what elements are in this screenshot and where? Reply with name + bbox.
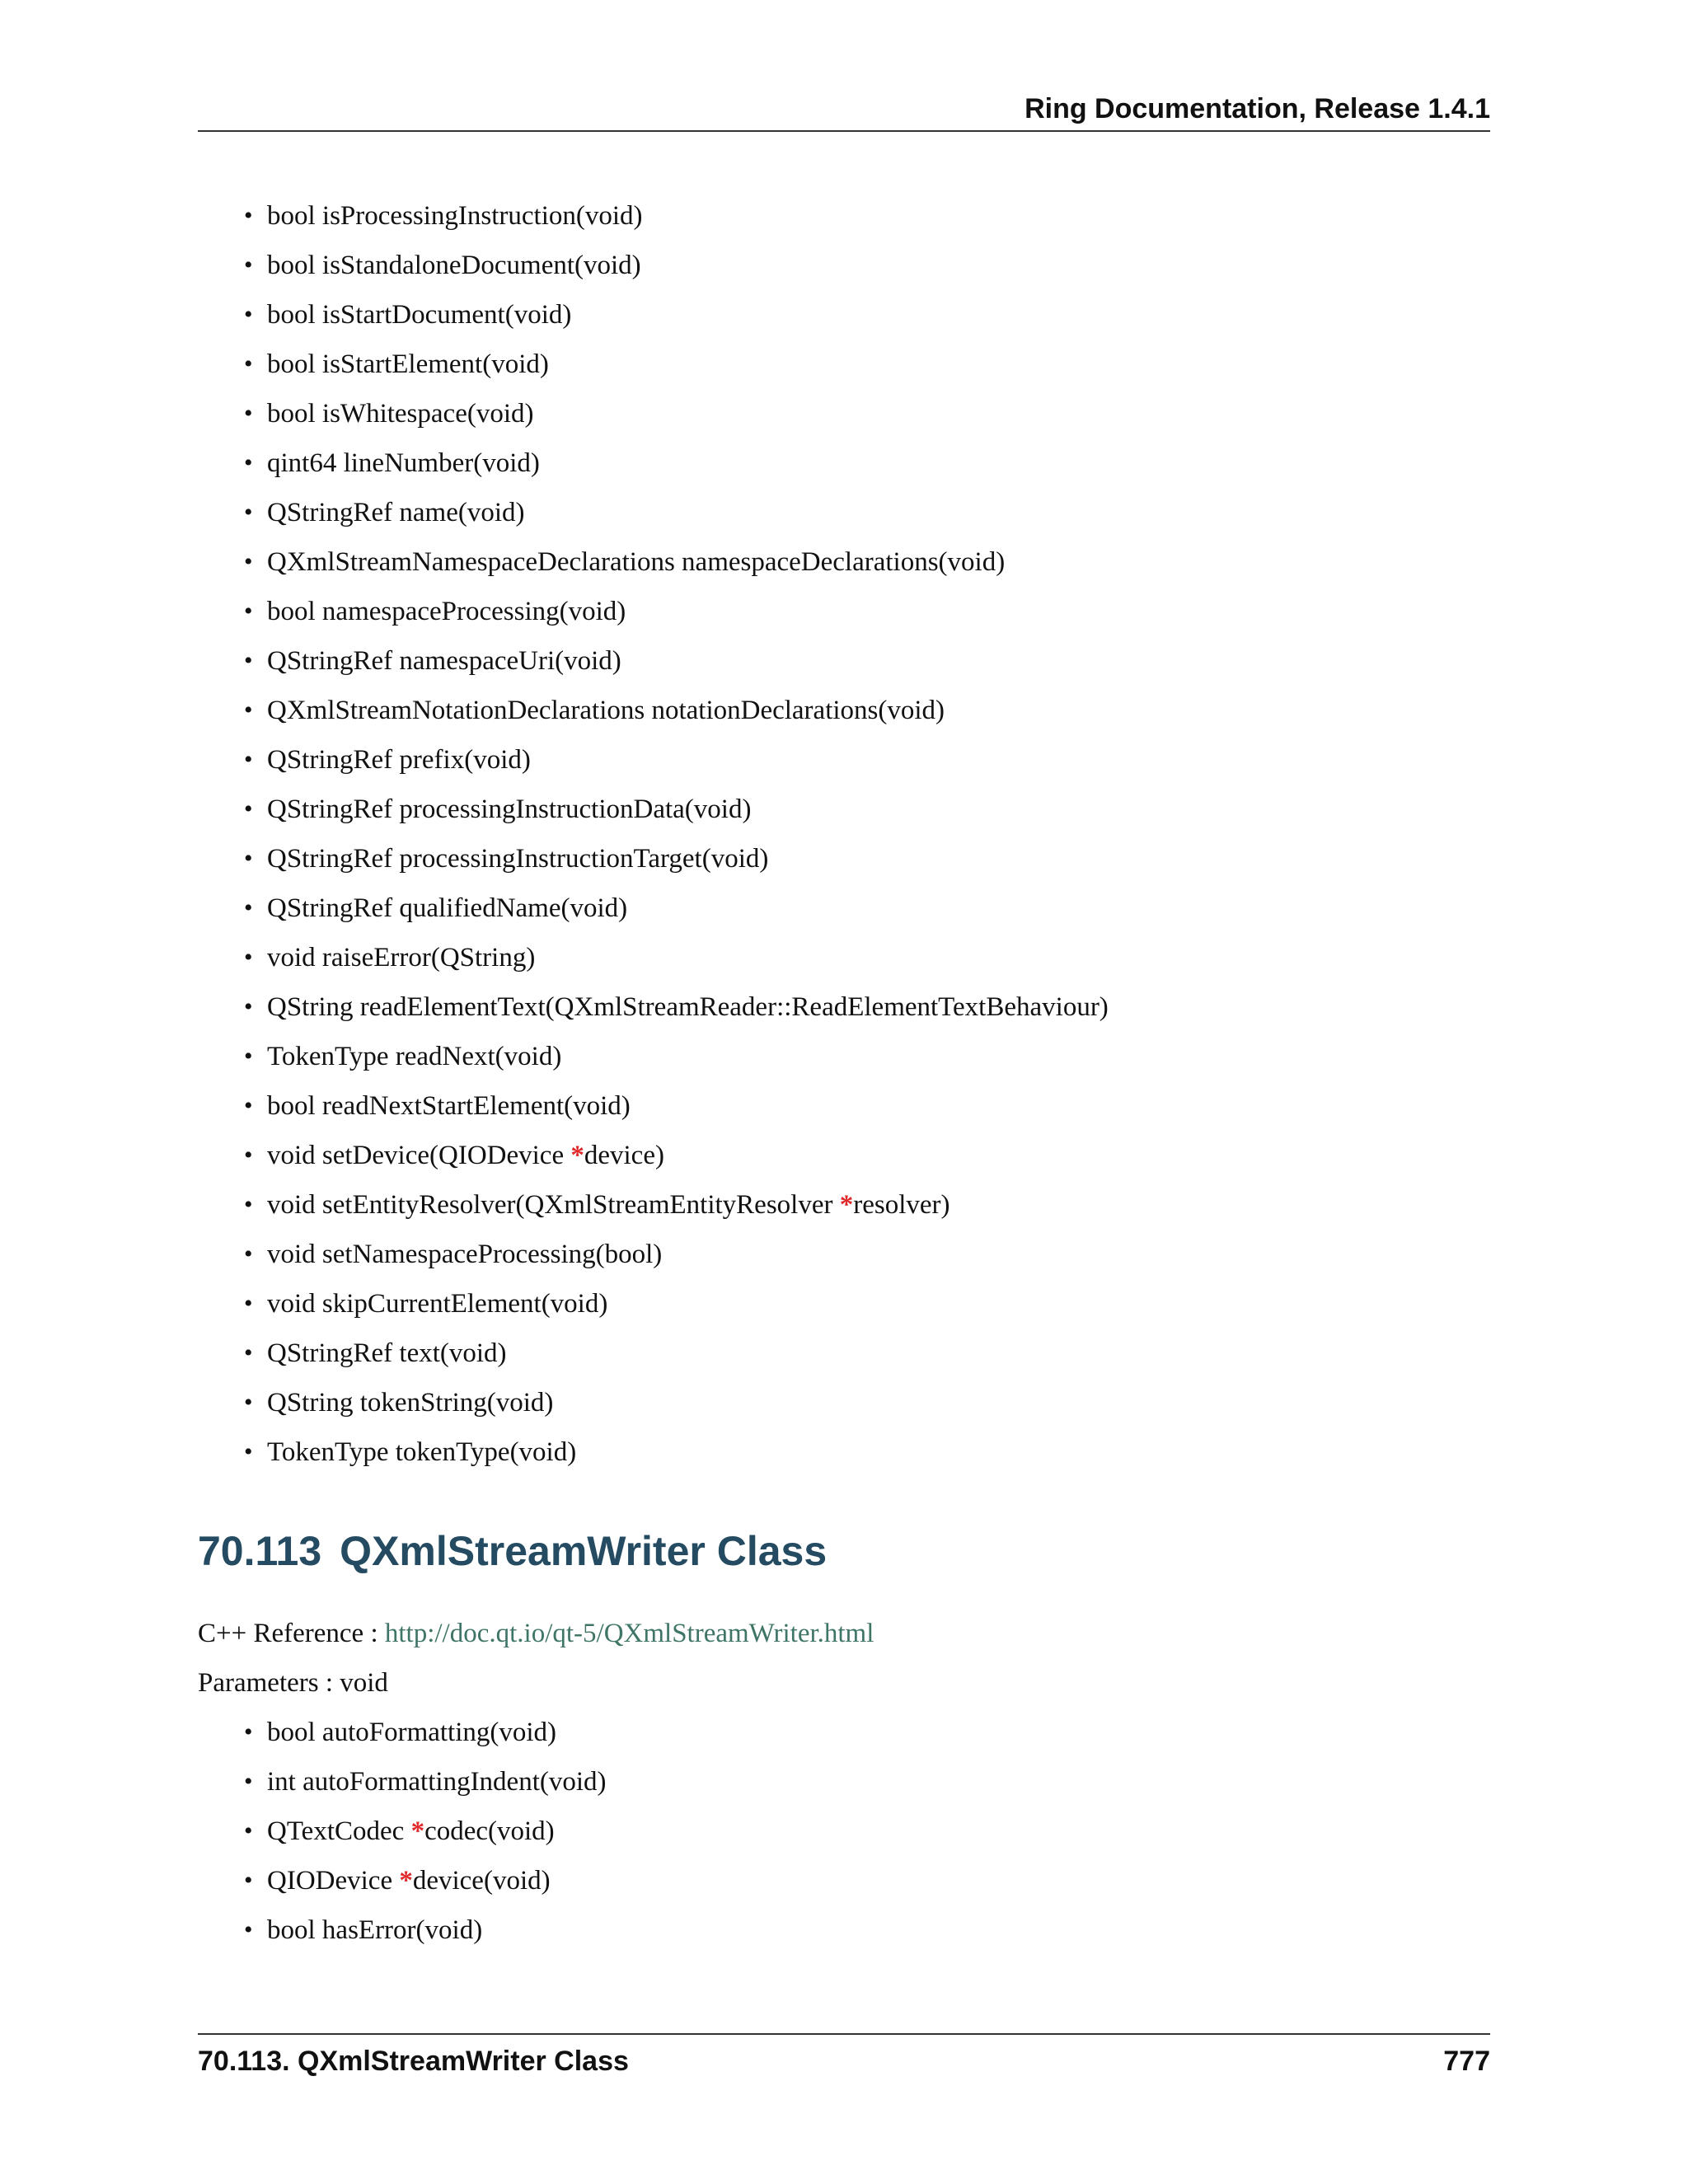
method-signature: bool isProcessingInstruction(void) bbox=[267, 201, 643, 231]
reference-link[interactable]: http://doc.qt.io/qt-5/QXmlStreamWriter.html bbox=[384, 1619, 874, 1648]
method-signature: QStringRef processingInstructionData(void) bbox=[267, 794, 752, 824]
method-signature: void setNamespaceProcessing(bool) bbox=[267, 1240, 663, 1269]
reference-label: C++ Reference : bbox=[198, 1619, 385, 1648]
list-item bbox=[239, 1090, 1109, 1139]
method-signature: bool isStartElement(void) bbox=[267, 349, 549, 379]
bullet-icon: • bbox=[244, 1339, 253, 1366]
list-item bbox=[239, 546, 1109, 595]
bullet-icon: • bbox=[244, 1867, 253, 1894]
bullet-icon: • bbox=[244, 1768, 253, 1795]
bullet-icon: • bbox=[244, 894, 253, 921]
bullet-icon: • bbox=[244, 251, 253, 279]
pointer-star: * bbox=[570, 1141, 584, 1170]
list-item bbox=[239, 1139, 1109, 1188]
method-signature: bool namespaceProcessing(void) bbox=[267, 597, 626, 626]
bullet-icon: • bbox=[244, 1141, 253, 1169]
bullet-icon: • bbox=[244, 746, 253, 773]
method-signature: void skipCurrentElement(void) bbox=[267, 1289, 608, 1319]
bullet-icon: • bbox=[244, 1092, 253, 1119]
method-signature-rest: codec(void) bbox=[424, 1816, 555, 1846]
list-item bbox=[239, 1238, 1109, 1287]
list-item bbox=[239, 496, 1109, 546]
method-signature: void raiseError(QString) bbox=[267, 943, 536, 972]
bullet-icon: • bbox=[244, 548, 253, 575]
bullet-icon: • bbox=[244, 944, 253, 971]
bullet-icon: • bbox=[244, 1817, 253, 1844]
method-signature: bool autoFormatting(void) bbox=[267, 1718, 557, 1747]
list-item bbox=[239, 1386, 1109, 1436]
method-signature-rest: resolver) bbox=[853, 1190, 950, 1220]
method-signature: QString readElementText(QXmlStreamReader::ReadElementTextBehaviour) bbox=[267, 992, 1109, 1022]
list-item bbox=[239, 793, 1109, 842]
bullet-icon: • bbox=[244, 499, 253, 526]
method-signature: QStringRef name(void) bbox=[267, 498, 525, 527]
list-item bbox=[239, 249, 1109, 298]
method-list-writer bbox=[239, 1716, 607, 1963]
section-heading bbox=[198, 1526, 827, 1576]
bullet-icon: • bbox=[244, 1718, 253, 1746]
list-item bbox=[239, 694, 1109, 743]
bullet-icon: • bbox=[244, 795, 253, 823]
header-title: Ring Documentation, Release 1.4.1 bbox=[1025, 93, 1490, 124]
method-signature: int autoFormattingIndent(void) bbox=[267, 1767, 607, 1797]
list-item bbox=[239, 447, 1109, 496]
list-item bbox=[239, 1287, 1109, 1337]
method-signature: TokenType tokenType(void) bbox=[267, 1437, 577, 1467]
list-item bbox=[239, 1436, 1109, 1485]
method-signature: QStringRef text(void) bbox=[267, 1338, 507, 1368]
method-signature: QTextCodec bbox=[267, 1816, 411, 1846]
list-item bbox=[239, 199, 1109, 249]
section-title: QXmlStreamWriter Class bbox=[340, 1528, 828, 1574]
list-item bbox=[239, 1765, 607, 1815]
bullet-icon: • bbox=[244, 845, 253, 872]
method-signature: QXmlStreamNotationDeclarations notationDeclarations(void) bbox=[267, 696, 945, 725]
method-signature: QString tokenString(void) bbox=[267, 1388, 554, 1418]
list-item bbox=[239, 1716, 607, 1765]
bullet-icon: • bbox=[244, 449, 253, 476]
bullet-icon: • bbox=[244, 1043, 253, 1070]
method-signature: bool isWhitespace(void) bbox=[267, 399, 534, 429]
list-item bbox=[239, 348, 1109, 397]
bullet-icon: • bbox=[244, 1438, 253, 1465]
list-item bbox=[239, 397, 1109, 447]
list-item bbox=[239, 644, 1109, 694]
method-signature: qint64 lineNumber(void) bbox=[267, 448, 540, 478]
bullet-icon: • bbox=[244, 647, 253, 674]
method-signature-rest: device) bbox=[584, 1141, 664, 1170]
list-item bbox=[239, 842, 1109, 892]
method-signature: QStringRef qualifiedName(void) bbox=[267, 893, 628, 923]
bullet-icon: • bbox=[244, 1916, 253, 1943]
method-list-reader bbox=[239, 199, 1109, 1485]
parameters-line: Parameters : void bbox=[198, 1668, 388, 1698]
method-signature: bool readNextStartElement(void) bbox=[267, 1091, 631, 1121]
list-item bbox=[239, 743, 1109, 793]
pointer-star: * bbox=[839, 1190, 854, 1220]
method-signature: TokenType readNext(void) bbox=[267, 1042, 562, 1071]
cpp-reference-line bbox=[198, 1617, 874, 1650]
list-item bbox=[239, 1864, 607, 1914]
list-item bbox=[239, 892, 1109, 941]
page-number: 777 bbox=[1443, 2046, 1490, 2077]
bullet-icon: • bbox=[244, 993, 253, 1020]
list-item bbox=[239, 1337, 1109, 1386]
list-item bbox=[239, 298, 1109, 348]
method-signature: bool hasError(void) bbox=[267, 1915, 483, 1945]
list-item bbox=[239, 1815, 607, 1864]
method-signature-rest: device(void) bbox=[412, 1866, 551, 1896]
bullet-icon: • bbox=[244, 1389, 253, 1416]
bullet-icon: • bbox=[244, 696, 253, 724]
method-signature: bool isStandaloneDocument(void) bbox=[267, 251, 641, 280]
footer-section-label: 70.113. QXmlStreamWriter Class bbox=[198, 2046, 629, 2077]
pointer-star: * bbox=[399, 1866, 413, 1896]
pointer-star: * bbox=[410, 1816, 425, 1846]
page-header bbox=[198, 92, 1490, 132]
section-number: 70.113 bbox=[198, 1528, 322, 1574]
bullet-icon: • bbox=[244, 301, 253, 328]
bullet-icon: • bbox=[244, 350, 253, 377]
method-signature: bool isStartDocument(void) bbox=[267, 300, 572, 330]
method-signature: QStringRef namespaceUri(void) bbox=[267, 646, 621, 676]
list-item bbox=[239, 595, 1109, 644]
method-signature: void setEntityResolver(QXmlStreamEntityResolver bbox=[267, 1190, 840, 1220]
bullet-icon: • bbox=[244, 202, 253, 229]
bullet-icon: • bbox=[244, 598, 253, 625]
bullet-icon: • bbox=[244, 1191, 253, 1218]
method-signature: QXmlStreamNamespaceDeclarations namespaceDeclarations(void) bbox=[267, 547, 1006, 577]
list-item bbox=[239, 1040, 1109, 1090]
list-item bbox=[239, 1188, 1109, 1238]
page-footer bbox=[198, 2033, 1490, 2077]
bullet-icon: • bbox=[244, 400, 253, 427]
method-signature: QIODevice bbox=[267, 1866, 400, 1896]
list-item bbox=[239, 941, 1109, 991]
list-item bbox=[239, 1914, 607, 1963]
list-item bbox=[239, 991, 1109, 1040]
method-signature: void setDevice(QIODevice bbox=[267, 1141, 571, 1170]
method-signature: QStringRef prefix(void) bbox=[267, 745, 531, 775]
bullet-icon: • bbox=[244, 1290, 253, 1317]
method-signature: QStringRef processingInstructionTarget(void) bbox=[267, 844, 769, 874]
bullet-icon: • bbox=[244, 1240, 253, 1268]
